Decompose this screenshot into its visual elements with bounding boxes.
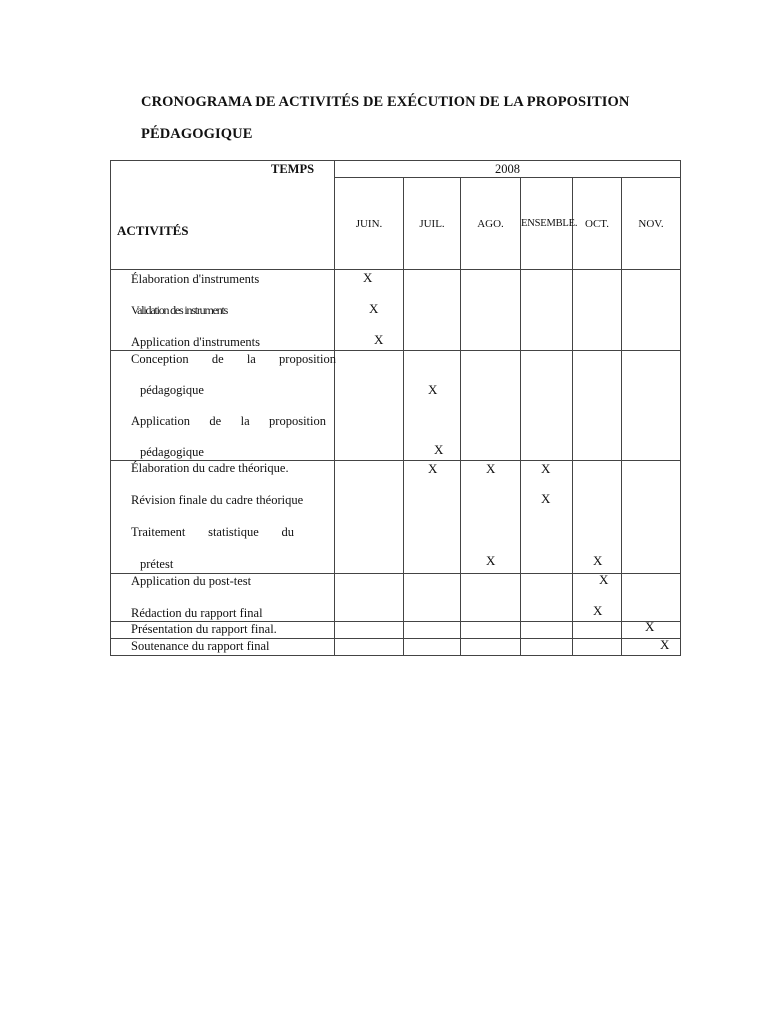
activity-text: Validation des instruments [131, 303, 228, 317]
schedule-mark: X [660, 637, 670, 652]
schedule-mark: X [428, 382, 438, 397]
schedule-mark: X [593, 603, 603, 618]
month-header: OCT. [573, 178, 622, 270]
schedule-mark: X [434, 442, 444, 457]
schedule-mark: X [486, 461, 496, 476]
activity-text: Élaboration du cadre théorique. [131, 461, 289, 475]
schedule-mark: X [363, 270, 373, 285]
activity-group [111, 270, 335, 351]
activity-text: Présentation du rapport final. [131, 622, 277, 636]
month-header: JUIN. [335, 178, 404, 270]
activity-text: pédagogique [140, 445, 204, 459]
activity-group [111, 461, 335, 574]
document-title-line-1: CRONOGRAMA DE ACTIVITÉS DE EXÉCUTION DE LA PROPOSITION [141, 94, 630, 110]
activity-group [111, 351, 335, 461]
activity-text: Soutenance du rapport final [131, 639, 270, 653]
activity-text: Élaboration d'instruments [131, 272, 260, 286]
schedule-mark: X [428, 461, 438, 476]
month-header: ENSEMBLE. [521, 178, 573, 270]
activity-group [111, 622, 335, 639]
activity-group [111, 574, 335, 622]
bullet-icon [117, 525, 131, 540]
activity-text: Révision finale du cadre théorique [131, 493, 304, 507]
schedule-mark: X [374, 332, 384, 347]
schedule-mark: X [541, 491, 551, 506]
header-year: 2008 [335, 161, 681, 178]
schedule-mark: X [486, 553, 496, 568]
activity-text: Conception de la proposition [131, 352, 336, 366]
month-header: JUIL. [404, 178, 461, 270]
schedule-mark: X [541, 461, 551, 476]
schedule-mark: X [369, 301, 379, 316]
activity-text: Application du post-test [131, 574, 252, 588]
schedule-mark: X [593, 553, 603, 568]
document-title-line-2: PÉDAGOGIQUE [141, 126, 253, 142]
activity-group [111, 639, 335, 656]
activity-text: Rédaction du rapport final [131, 606, 263, 620]
bullet-icon [117, 352, 131, 367]
activity-text: prétest [140, 557, 174, 571]
header-temps: TEMPS [271, 162, 315, 176]
activity-text: Application d'instruments [131, 335, 260, 349]
schedule-mark: X [599, 572, 609, 587]
bullet-icon [117, 414, 131, 429]
header-activities-cell [111, 161, 335, 270]
activity-text: Application de la proposition [131, 414, 326, 428]
activity-text: pédagogique [140, 383, 204, 397]
header-activities: ACTIVITÉS [117, 223, 189, 238]
month-header: NOV. [622, 178, 681, 270]
month-header: AGO. [461, 178, 521, 270]
activity-text: Traitement statistique du [131, 525, 294, 539]
schedule-table [110, 160, 681, 656]
schedule-mark: X [645, 619, 655, 634]
